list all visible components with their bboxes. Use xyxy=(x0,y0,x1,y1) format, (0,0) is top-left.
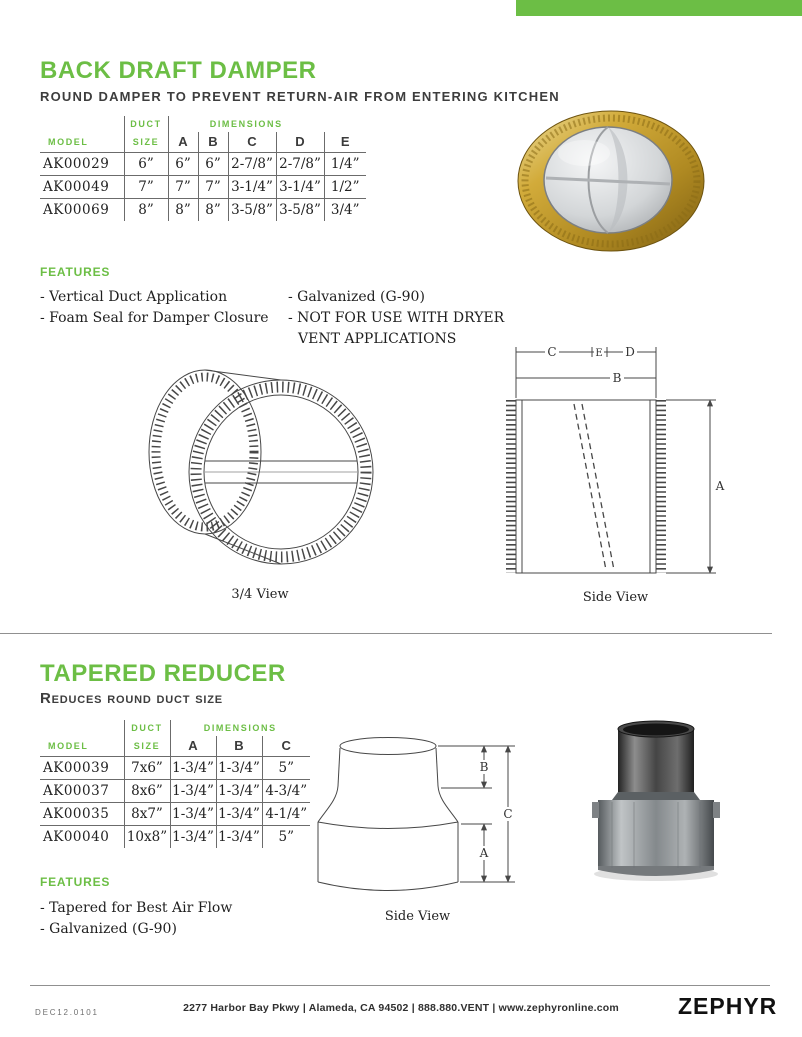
footer-divider xyxy=(30,985,770,986)
feature-item: - Tapered for Best Air Flow xyxy=(40,900,233,916)
table-header-row xyxy=(40,736,310,756)
section-divider xyxy=(0,633,772,634)
dim-col-c: C xyxy=(262,736,310,756)
reducer-product-photo xyxy=(572,716,740,884)
backdraft-spec-table xyxy=(40,116,366,221)
dim-cell: 1/4” xyxy=(324,152,366,175)
dim-label-a: A xyxy=(479,846,489,860)
model-cell: AK00037 xyxy=(40,779,124,802)
dim-col-d: D xyxy=(276,132,324,152)
dim-cell: 7” xyxy=(168,175,198,198)
dim-cell: 3-1/4” xyxy=(228,175,276,198)
dim-col-b: B xyxy=(216,736,262,756)
duct-cell: 6” xyxy=(124,152,168,175)
dim-cell: 1-3/4” xyxy=(216,825,262,848)
feature-item: - Galvanized (G-90) xyxy=(288,289,425,305)
feature-item: - Vertical Duct Application xyxy=(40,289,228,305)
empty-header-cell xyxy=(40,720,124,736)
reducer-subtitle: Reduces round duct size xyxy=(40,690,223,707)
dim-cell: 1-3/4” xyxy=(170,756,216,779)
top-accent-bar xyxy=(516,0,802,16)
dim-col-c: C xyxy=(228,132,276,152)
reducer-side-view-caption: Side View xyxy=(384,909,451,924)
dim-cell: 1/2” xyxy=(324,175,366,198)
backdraft-side-view xyxy=(498,340,733,605)
model-cell: AK00049 xyxy=(40,175,124,198)
table-header-row xyxy=(40,116,366,132)
backdraft-three-quarter-view xyxy=(140,360,380,602)
dim-label-e: E xyxy=(595,348,603,359)
dim-col-a: A xyxy=(170,736,216,756)
dim-cell: 1-3/4” xyxy=(170,779,216,802)
table-row xyxy=(40,198,366,221)
reducer-side-view xyxy=(310,732,525,924)
reducer-features xyxy=(40,898,232,940)
dim-cell: 1-3/4” xyxy=(216,779,262,802)
reducer-features-title: FEATURES xyxy=(40,875,111,889)
duct-cell: 10x8” xyxy=(124,825,170,848)
table-row xyxy=(40,152,366,175)
backdraft-features-left xyxy=(40,287,269,329)
dim-label-d: D xyxy=(625,345,635,359)
duct-header-top: DUCT xyxy=(124,116,168,132)
table-row xyxy=(40,802,310,825)
backdraft-subtitle: ROUND DAMPER TO PREVENT RETURN-AIR FROM ENTERING KITCHEN xyxy=(40,89,560,104)
dim-col-a: A xyxy=(168,132,198,152)
dim-cell: 6” xyxy=(198,152,228,175)
table-header-row xyxy=(40,720,310,736)
footer-contact: 2277 Harbor Bay Pkwy | Alameda, CA 94502 | 888.880.VENT | www.zephyronline.com xyxy=(183,1002,619,1014)
dim-cell: 1-3/4” xyxy=(170,825,216,848)
dim-col-e: E xyxy=(324,132,366,152)
feature-item: - Galvanized (G-90) xyxy=(40,921,177,937)
dim-cell: 2-7/8” xyxy=(228,152,276,175)
dim-cell: 4-1/4” xyxy=(262,802,310,825)
dim-cell: 6” xyxy=(168,152,198,175)
three-quarter-view-caption: 3/4 View xyxy=(231,587,289,602)
duct-header-top: DUCT xyxy=(124,720,170,736)
dim-cell: 1-3/4” xyxy=(170,802,216,825)
model-cell: AK00039 xyxy=(40,756,124,779)
dim-cell: 5” xyxy=(262,825,310,848)
reducer-spec-table xyxy=(40,720,310,848)
table-row xyxy=(40,175,366,198)
backdraft-features-right xyxy=(288,287,518,350)
duct-cell: 7x6” xyxy=(124,756,170,779)
model-cell: AK00040 xyxy=(43,828,110,845)
reducer-side-view-drawing xyxy=(310,732,525,904)
model-cell: AK00029 xyxy=(40,152,124,175)
dim-label-a: A xyxy=(715,479,725,493)
dim-cell: 7” xyxy=(198,175,228,198)
dim-cell: 3/4” xyxy=(324,198,366,221)
dim-cell: 4-3/4” xyxy=(262,779,310,802)
model-cell: AK00069 xyxy=(43,201,110,218)
dim-cell: 3-1/4” xyxy=(276,175,324,198)
model-header: MODEL xyxy=(40,736,124,756)
dim-cell: 3-5/8” xyxy=(276,198,324,221)
dim-cell: 1-3/4” xyxy=(216,756,262,779)
duct-cell: 8x7” xyxy=(124,802,170,825)
table-header-row xyxy=(40,132,366,152)
dim-cell: 1-3/4” xyxy=(216,802,262,825)
feature-item: - NOT FOR USE WITH DRYER VENT APPLICATIONS xyxy=(288,310,505,347)
model-cell: AK00035 xyxy=(40,802,124,825)
duct-header-bottom: SIZE xyxy=(124,736,170,756)
dim-cell: 3-5/8” xyxy=(228,198,276,221)
dim-label-b: B xyxy=(479,760,489,774)
dim-cell: 8” xyxy=(168,198,198,221)
backdraft-product-photo xyxy=(512,106,710,256)
dim-cell: 8” xyxy=(198,198,228,221)
brand-logo: ZEPHYR xyxy=(678,993,778,1019)
backdraft-title: BACK DRAFT DAMPER xyxy=(40,57,317,84)
duct-header-bottom: SIZE xyxy=(124,132,168,152)
dim-cell: 5” xyxy=(262,756,310,779)
reducer-title: TAPERED REDUCER xyxy=(40,660,286,687)
side-view-caption: Side View xyxy=(582,590,649,605)
duct-cell: 8x6” xyxy=(124,779,170,802)
duct-cell: 8” xyxy=(124,198,168,221)
three-quarter-view-drawing xyxy=(143,360,378,582)
feature-item: - Foam Seal for Damper Closure xyxy=(40,310,269,326)
table-row xyxy=(40,779,310,802)
dimensions-header: DIMENSIONS xyxy=(170,720,310,736)
table-row xyxy=(40,756,310,779)
backdraft-features-title: FEATURES xyxy=(40,265,111,279)
duct-cell: 7” xyxy=(124,175,168,198)
dim-col-b: B xyxy=(198,132,228,152)
dim-label-b: B xyxy=(612,371,622,385)
model-header: MODEL xyxy=(40,132,124,152)
dim-label-c: C xyxy=(547,345,557,359)
dimensions-header: DIMENSIONS xyxy=(168,116,366,132)
dim-cell: 2-7/8” xyxy=(276,152,324,175)
dim-label-c: C xyxy=(503,807,513,821)
document-code: DEC12.0101 xyxy=(35,1008,99,1017)
side-view-drawing xyxy=(498,340,733,585)
empty-header-cell xyxy=(40,116,124,132)
table-row xyxy=(40,825,310,848)
